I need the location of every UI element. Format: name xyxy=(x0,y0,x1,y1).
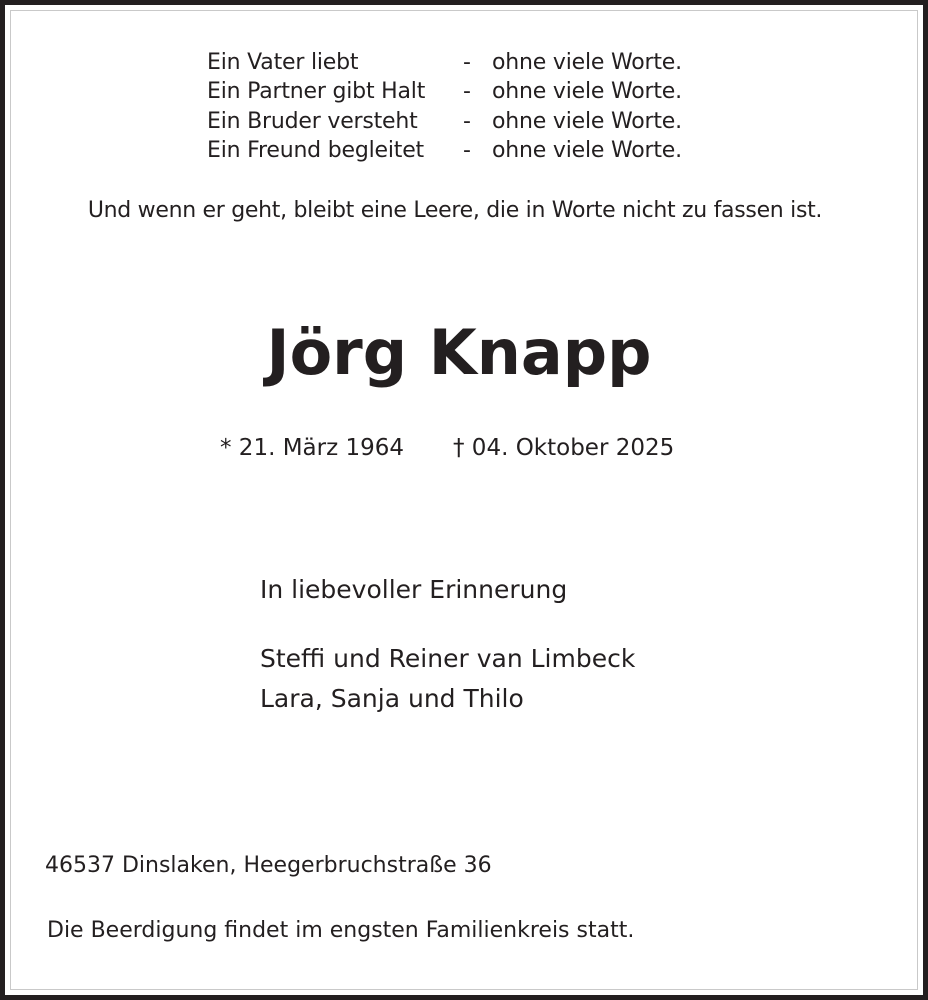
poem-line-left: Ein Vater liebt xyxy=(207,50,359,75)
poem-line-left: Ein Partner gibt Halt xyxy=(207,79,426,104)
birth-date: * 21. März 1964 xyxy=(220,435,405,461)
remembrance-line: In liebevoller Erinnerung xyxy=(260,575,568,604)
mourner-line: Steffi und Reiner van Limbeck xyxy=(260,644,636,673)
poem-line-dash: - xyxy=(463,50,471,75)
poem-line-right: ohne viele Worte. xyxy=(492,50,682,75)
address: 46537 Dinslaken, Heegerbruchstraße 36 xyxy=(45,853,492,878)
poem-line-right: ohne viele Worte. xyxy=(492,138,682,163)
poem-line-right: ohne viele Worte. xyxy=(492,109,682,134)
poem-line xyxy=(0,81,928,111)
poem-line-dash: - xyxy=(463,109,471,134)
poem-line-left: Ein Bruder versteht xyxy=(207,109,418,134)
funeral-note: Die Beerdigung findet im engsten Familienkreis statt. xyxy=(47,918,635,943)
quote: Und wenn er geht, bleibt eine Leere, die in Worte nicht zu fassen ist. xyxy=(87,198,823,223)
poem-line-right: ohne viele Worte. xyxy=(492,79,682,104)
poem-line-dash: - xyxy=(463,138,471,163)
poem-line xyxy=(0,140,928,170)
poem-line xyxy=(0,52,928,82)
deceased-name: Jörg Knapp xyxy=(266,316,652,389)
poem-line-left: Ein Freund begleitet xyxy=(207,138,424,163)
death-date: † 04. Oktober 2025 xyxy=(453,435,675,461)
mourner-line: Lara, Sanja und Thilo xyxy=(260,684,524,713)
poem-line xyxy=(0,111,928,141)
poem-line-dash: - xyxy=(463,79,471,104)
